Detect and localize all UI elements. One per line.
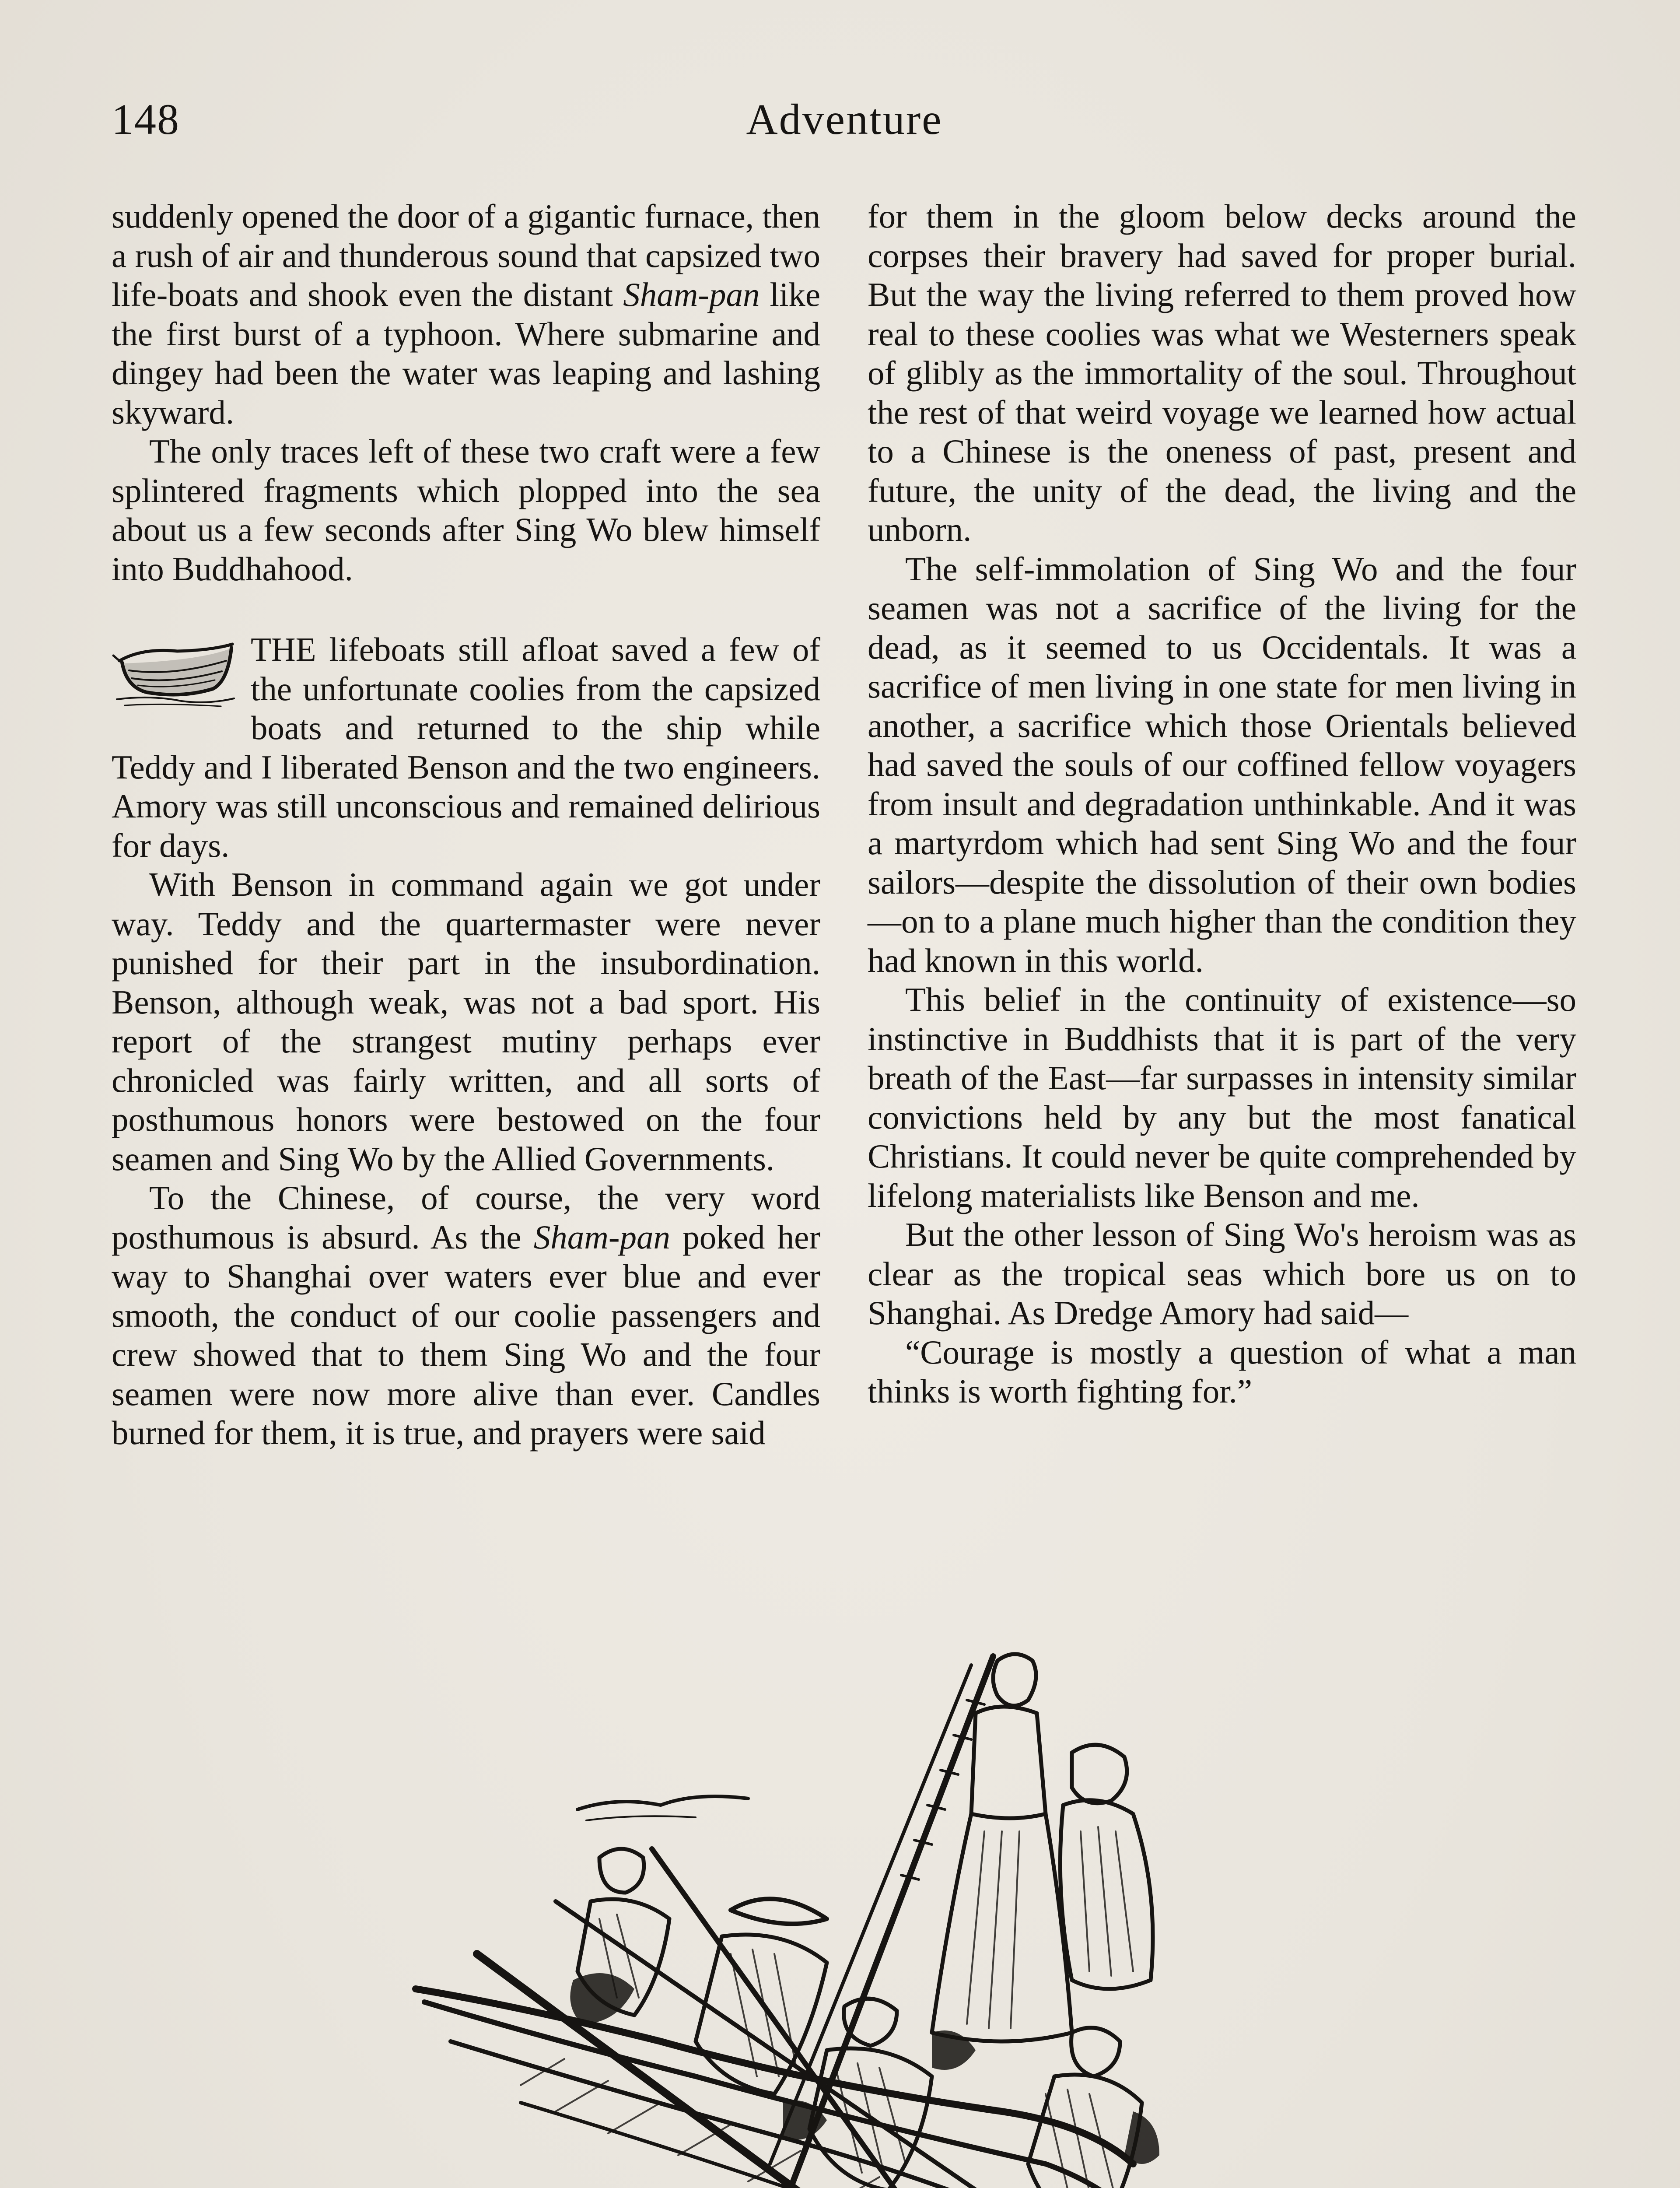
paragraph: “Courage is mostly a question of what a man thinks is worth fighting for.” xyxy=(868,1333,1576,1410)
paragraph-text: suddenly opened the door of a gigantic furnace, then a rush of air and thunderous sound that capsized two life-boats and shook even the distant xyxy=(112,197,820,313)
page-header xyxy=(112,94,1577,155)
ship-name: Sham-pan xyxy=(533,1218,670,1256)
paragraph: The only traces left of these two craft were a few splintered fragments which plopped into the sea about us a few seconds after Sing Wo blew himself into Buddhahood. xyxy=(112,432,820,588)
drop-lead-word: THE xyxy=(251,631,316,668)
lifeboat-illustration xyxy=(389,1648,1234,2188)
paragraph xyxy=(112,1178,820,1453)
page-number: 148 xyxy=(112,95,180,144)
paragraph-text: like the first burst of a typhoon. Where submarine and dingey had been the water was leaping and lashing skyward. xyxy=(112,276,821,431)
rowboat-icon xyxy=(112,635,238,709)
paragraph: for them in the gloom below decks around the corpses their bravery had saved for proper burial. But the way the living referred to them proved how real to these coolies was what we Westerners speak of glibly as the immortality of the soul. Throughout the rest of that weird voyage we learned how actual to a Chinese is the oneness of past, present and future, the unity of the dead, the living and the unborn. xyxy=(868,197,1576,548)
paragraph: With Benson in command again we got under way. Teddy and the quartermaster were never punished for their part in the insubordination. Benson, although weak, was not a bad sport. His report of the strangest mutiny perhaps ever chronicled was fairly written, and all sorts of posthumous honors were bestowed on the four seamen and Sing Wo by the Allied Governments. xyxy=(112,866,820,1178)
paragraph: But the other lesson of Sing Wo's heroism was as clear as the tropical seas which bore us on to Shanghai. As Dredge Amory had said— xyxy=(868,1216,1576,1332)
paragraph xyxy=(112,197,820,432)
left-column xyxy=(112,197,820,1453)
section-paragraph xyxy=(112,630,820,865)
running-title: Adventure xyxy=(746,95,943,144)
paragraph: The self-immolation of Sing Wo and the four seamen was not a sacrifice of the living for the dead, as it seemed to us Occidentals. It was a sacrifice of men living in one state for men living in another, a sacrifice which those Orientals believed had saved the souls of our coffined fellow voyagers from insult and degradation unthinkable. And it was a martyrdom which had sent Sing Wo and the four sailors—despite the dissolution of their own bodies—on to a plane much higher than the condition they had known in this world. xyxy=(868,550,1576,979)
paragraph-text: To the Chinese, of course, the very word posthumous is absurd. As the xyxy=(112,1179,820,1256)
paragraph-text: poked her way to Shanghai over waters ever blue and ever smooth, the conduct of our coolie passengers and crew showed that to them Sing Wo and the four seamen were now more alive than ever. Candles burned for them, it is true, and prayers were said xyxy=(112,1218,820,1452)
paragraph: This belief in the continuity of existence—so instinctive in Buddhists that it is part of the very breath of the East—far surpasses in intensity similar convictions held by any but the most fanatical Christians. It could never be quite comprehended by lifelong materialists like Benson and me. xyxy=(868,981,1576,1214)
paragraph-text: lifeboats still afloat saved a few of the unfortunate coolies from the capsized boats and returned to the ship while Teddy and I liberated Benson and the two engineers. Amory was still unconscious and remained delirious for days. xyxy=(112,631,820,864)
right-column xyxy=(868,197,1576,1411)
ship-name: Sham-pan xyxy=(623,276,760,313)
